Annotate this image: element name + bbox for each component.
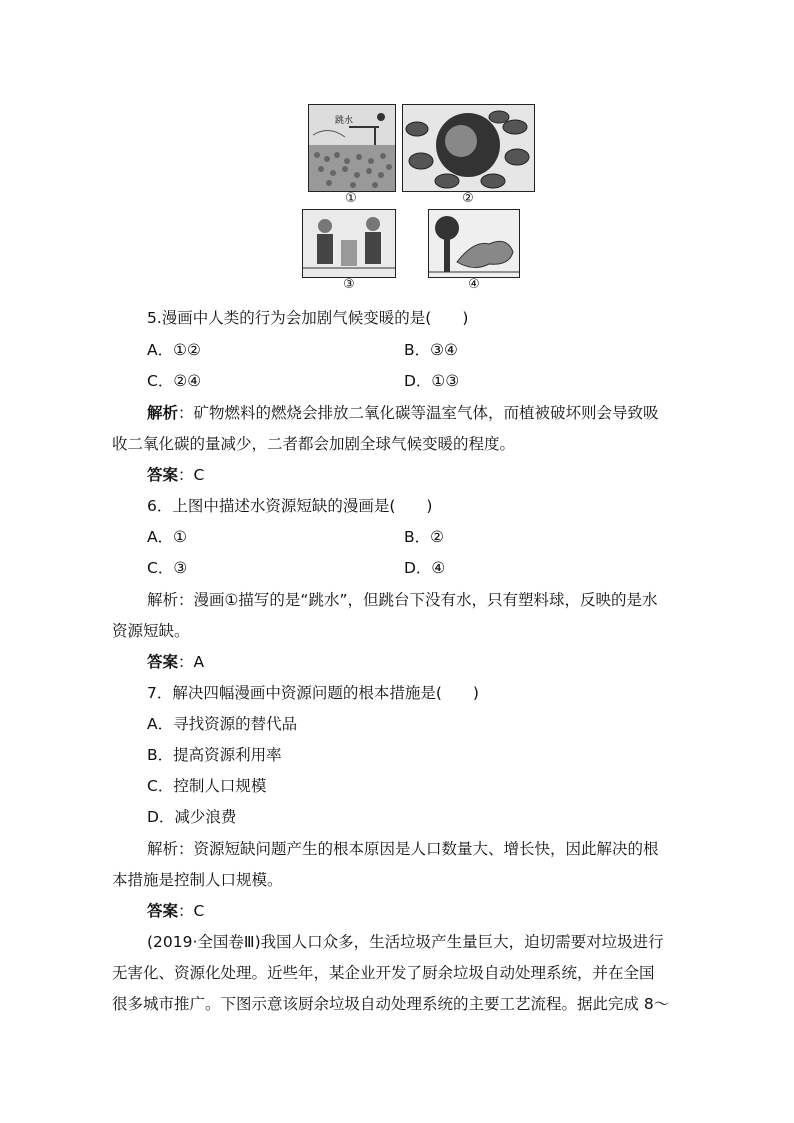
q5-answer bbox=[147, 465, 204, 485]
q5-option-a: A．①② bbox=[147, 341, 201, 359]
question-6-stem: 6．上图中描述水资源短缺的漫画是( ) bbox=[147, 497, 433, 515]
cartoon-4-image bbox=[428, 209, 520, 278]
q5-option-b: B．③④ bbox=[404, 341, 458, 359]
q5-answer-value: ：C bbox=[178, 466, 205, 484]
q6-analysis-line1 bbox=[147, 590, 657, 610]
q7-option-b: B．提高资源利用率 bbox=[147, 746, 282, 764]
q5-option-c: C．②④ bbox=[147, 372, 202, 390]
q6-option-a: A．① bbox=[147, 528, 187, 546]
q7-analysis-line2: 本措施是控制人口规模。 bbox=[112, 871, 283, 889]
q6-option-d: D．④ bbox=[404, 559, 446, 577]
cartoon-1-label: 跳水 bbox=[335, 116, 354, 126]
q6-analysis-text: ：漫画①描写的是“跳水”，但跳台下没有水，只有塑料球，反映的是水 bbox=[178, 591, 658, 609]
q6-option-c: C．③ bbox=[147, 559, 188, 577]
globe-cars-cartoon-icon bbox=[403, 105, 534, 191]
cartoon-2-image bbox=[402, 104, 535, 192]
passage-line2: 无害化、资源化处理。近些年，某企业开发了厨余垃圾自动处理系统，并在全国 bbox=[112, 964, 655, 982]
tree-smoke-cartoon-icon bbox=[429, 210, 519, 277]
cartoon-3-caption: ③ bbox=[343, 277, 355, 292]
cartoon-1-image bbox=[308, 104, 396, 192]
passage-line3: 很多城市推广。下图示意该厨余垃圾自动处理系统的主要工艺流程。据此完成 8～ bbox=[112, 995, 670, 1013]
people-cartoon-icon bbox=[303, 210, 395, 277]
cartoon-1-caption: ① bbox=[345, 191, 357, 206]
q5-analysis-line2: 收二氧化碳的量减少，二者都会加剧全球气候变暖的程度。 bbox=[112, 435, 516, 453]
q6-analysis-line2: 资源短缺。 bbox=[112, 622, 190, 640]
q5-analysis-line1 bbox=[147, 403, 659, 423]
question-5-stem: 5.漫画中人类的行为会加剧气候变暖的是( ) bbox=[147, 309, 469, 327]
cartoon-4-caption: ④ bbox=[468, 277, 480, 292]
q7-analysis-line1 bbox=[147, 839, 659, 859]
q7-option-d: D．减少浪费 bbox=[147, 808, 237, 826]
cartoon-3-image bbox=[302, 209, 396, 278]
q6-option-b: B．② bbox=[404, 528, 445, 546]
q5-option-d: D．①③ bbox=[404, 372, 460, 390]
q7-analysis-label: 解析 bbox=[147, 840, 179, 858]
question-7-stem: 7．解决四幅漫画中资源问题的根本措施是( ) bbox=[147, 684, 479, 702]
q5-analysis-label: 解析 bbox=[147, 404, 179, 422]
q7-answer-label: 答案 bbox=[147, 902, 179, 920]
q7-analysis-text: ：资源短缺问题产生的根本原因是人口数量大、增长快，因此解决的根 bbox=[178, 840, 659, 858]
q6-answer bbox=[147, 652, 204, 672]
q5-analysis-text: ：矿物燃料的燃烧会排放二氧化碳等温室气体，而植被破坏则会导致吸 bbox=[178, 404, 659, 422]
passage-line1: (2019·全国卷Ⅲ)我国人口众多，生活垃圾产生量巨大，迫切需要对垃圾进行 bbox=[147, 933, 664, 951]
q5-answer-label: 答案 bbox=[147, 466, 179, 484]
q7-option-a: A．寻找资源的替代品 bbox=[147, 715, 298, 733]
q6-answer-value: ：A bbox=[178, 653, 205, 671]
cartoon-2-caption: ② bbox=[462, 191, 474, 206]
q7-answer-value: ：C bbox=[178, 902, 205, 920]
q7-answer bbox=[147, 901, 204, 921]
q6-analysis-label: 解析 bbox=[147, 591, 179, 609]
q7-option-c: C．控制人口规模 bbox=[147, 777, 267, 795]
q6-answer-label: 答案 bbox=[147, 653, 179, 671]
